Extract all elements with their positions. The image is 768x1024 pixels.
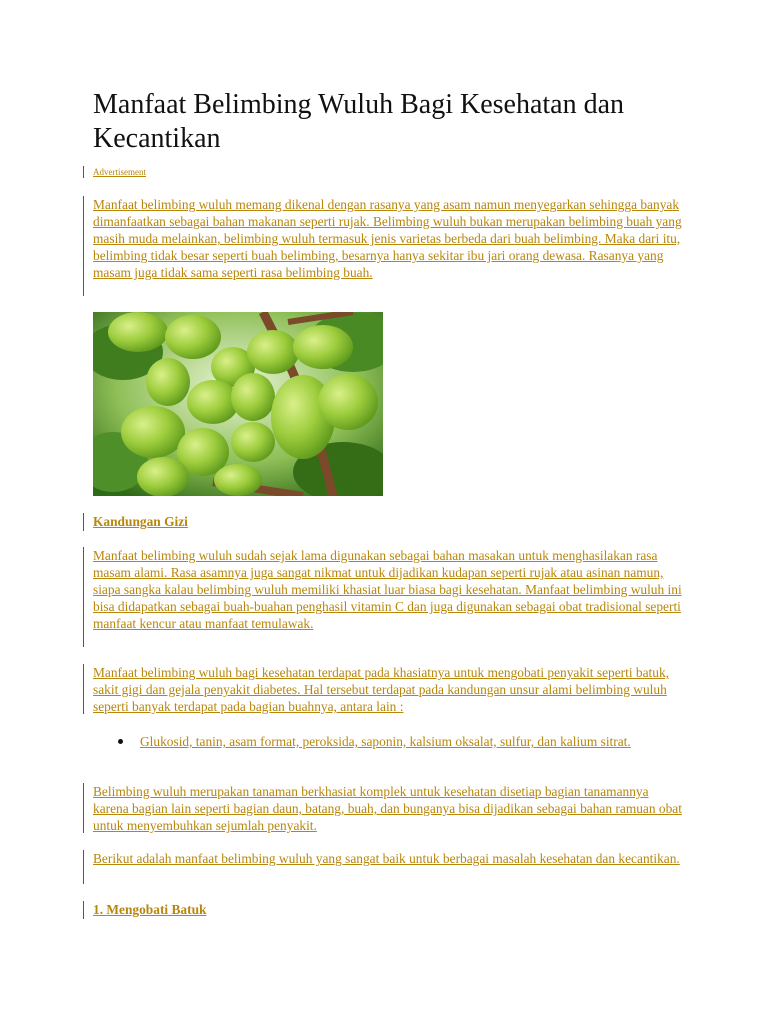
mengobati-batuk-heading[interactable]: 1. Mengobati Batuk	[93, 902, 207, 917]
left-bar	[83, 901, 84, 919]
intro-paragraph-block	[93, 196, 683, 281]
left-bar	[83, 513, 84, 531]
left-bar	[83, 166, 84, 178]
advertisement-link[interactable]: Advertisement	[93, 167, 146, 177]
fruit-cluster-image	[93, 312, 383, 496]
left-bar	[83, 664, 84, 714]
khasiat-paragraph-block	[93, 664, 683, 715]
article-title: Manfaat Belimbing Wuluh Bagi Kesehatan dan Kecantikan	[93, 89, 625, 154]
belimbing-wuluh-photo	[93, 312, 383, 496]
kandungan-heading-block	[93, 513, 683, 531]
berikut-paragraph[interactable]: Berikut adalah manfaat belimbing wuluh yang sangat baik untuk berbagai masalah kesehatan dan kecantikan.	[93, 851, 680, 866]
khasiat-paragraph[interactable]: Manfaat belimbing wuluh bagi kesehatan terdapat pada khasiatnya untuk mengobati penyakit seperti batuk, sakit gigi dan gejala penyakit diabetes. Hal tersebut terdapat pada kandungan unsur alami belimbing wuluh seperti banyak terdapat pada bagian buahnya, antara lain :	[93, 665, 669, 714]
tanaman-paragraph[interactable]: Belimbing wuluh merupakan tanaman berkhasiat komplek untuk kesehatan disetiap bagian tanamannya karena bagian lain seperti bagian daun, batang, buah, dan bunganya bisa dijadikan sebagai bahan ramuan obat untuk menyembuhkan sejumlah penyakit.	[93, 784, 682, 833]
kandungan-paragraph-block	[93, 547, 683, 632]
tanaman-paragraph-block	[93, 783, 683, 834]
left-bar	[83, 196, 84, 296]
advertisement-block	[93, 166, 683, 178]
bullet-dot-icon	[118, 739, 123, 744]
left-bar	[83, 783, 84, 833]
batuk-heading-block	[93, 901, 683, 919]
berikut-paragraph-block	[93, 850, 683, 867]
kandungan-paragraph[interactable]: Manfaat belimbing wuluh sudah sejak lama digunakan sebagai bahan masakan untuk menghasilakan rasa masam alami. Rasa asamnya juga sangat nikmat untuk dijadikan kudapan seperti rujak atau asinan namun, siapa sangka kalau belimbing wuluh memiliki khasiat luar biasa bagi kesehatan. Manfaat belimbing wuluh ini bisa didapatkan sebagai buah-buahan penghasil vitamin C dan juga digunakan sebagai obat tradisional seperti manfaat kencur atau manfaat temulawak.	[93, 548, 682, 631]
kandungan-gizi-heading[interactable]: Kandungan Gizi	[93, 514, 188, 529]
list-item[interactable]: Glukosid, tanin, asam format, peroksida, saponin, kalsium oksalat, sulfur, dan kalium sitrat.	[140, 734, 631, 749]
left-bar	[83, 850, 84, 884]
intro-paragraph[interactable]: Manfaat belimbing wuluh memang dikenal dengan rasanya yang asam namun menyegarkan sehingga banyak dimanfaatkan sebagai bahan makanan seperti rujak. Belimbing wuluh bukan merupakan belimbing buah yang masih muda melainkan, belimbing wuluh termasuk jenis varietas berbeda dari buah belimbing. Maka dari itu, belimbing tidak besar seperti buah belimbing, besarnya hanya sekitar ibu jari orang dewasa. Rasanya yang masam juga tidak sama seperti rasa belimbing buah.	[93, 197, 682, 280]
left-bar	[83, 547, 84, 647]
